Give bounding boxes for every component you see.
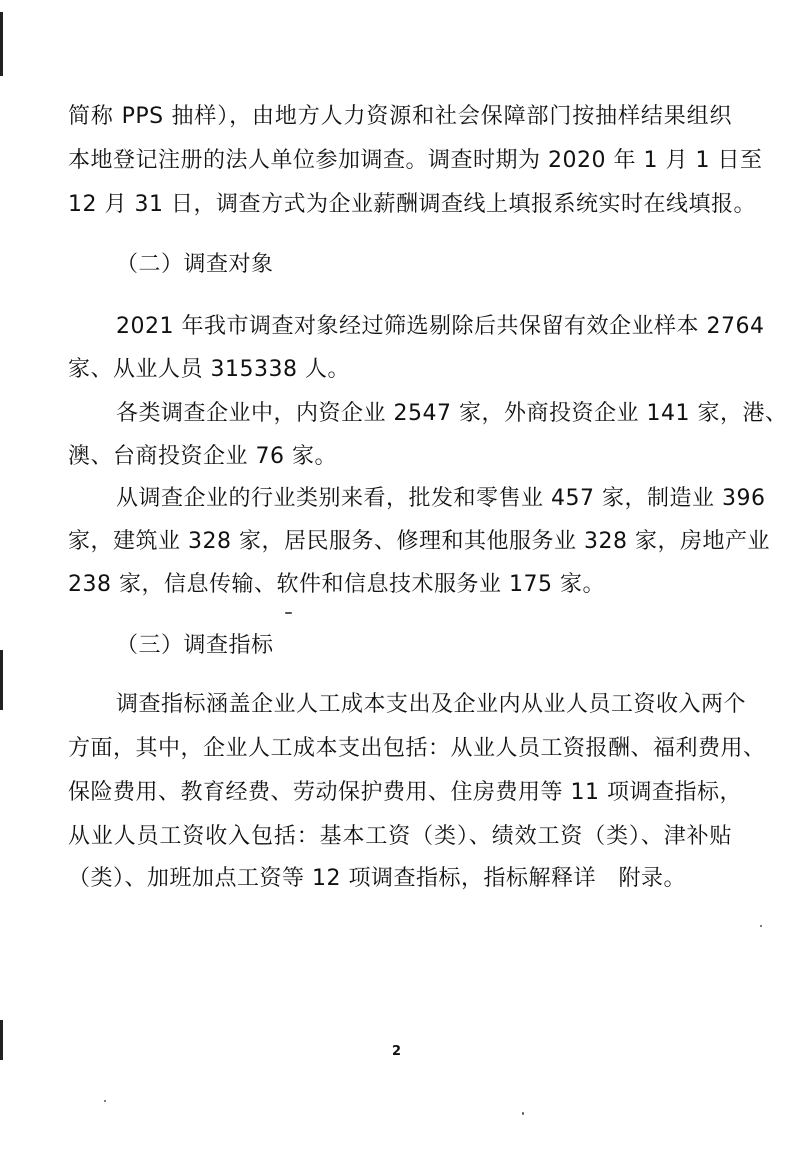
paragraph-line: 简称 PPS 抽样），由地方人力资源和社会保障部门按抽样结果组织 bbox=[68, 104, 732, 129]
scan-edge-mark bbox=[0, 650, 3, 710]
paragraph-line: 家，建筑业 328 家，居民服务、修理和其他服务业 328 家，房地产业 bbox=[68, 529, 770, 554]
page-number: 2 bbox=[392, 1044, 402, 1059]
paragraph-line: 调查指标涵盖企业人工成本支出及企业内从业人员工资收入两个 bbox=[116, 692, 747, 717]
paragraph-line: 本地登记注册的法人单位参加调查。调查时期为 2020 年 1 月 1 日至 bbox=[68, 148, 763, 173]
paragraph-line: 从调查企业的行业类别来看，批发和零售业 457 家，制造业 396 bbox=[116, 486, 766, 511]
paragraph-line: 家、从业人员 315338 人。 bbox=[68, 357, 350, 382]
section-heading-survey-objects: （二）调查对象 bbox=[116, 252, 274, 277]
scan-speck bbox=[285, 612, 292, 614]
paragraph-line: 238 家，信息传输、软件和信息技术服务业 175 家。 bbox=[68, 572, 605, 597]
scan-edge-mark bbox=[0, 12, 3, 76]
scan-speck bbox=[522, 1112, 524, 1115]
paragraph-line: 2021 年我市调查对象经过筛选剔除后共保留有效企业样本 2764 bbox=[116, 314, 765, 339]
paragraph-line: 方面，其中，企业人工成本支出包括：从业人员工资报酬、福利费用、 bbox=[68, 736, 766, 761]
section-heading-survey-indicators: （三）调查指标 bbox=[116, 633, 274, 658]
scan-speck bbox=[760, 925, 762, 927]
paragraph-line: 从业人员工资收入包括：基本工资（类）、绩效工资（类）、津补贴 bbox=[68, 824, 732, 849]
scan-speck bbox=[104, 1100, 106, 1102]
paragraph-line: 12 月 31 日，调查方式为企业薪酬调查线上填报系统实时在线填报。 bbox=[68, 192, 756, 217]
scan-edge-mark bbox=[0, 1020, 3, 1060]
paragraph-line: 各类调查企业中，内资企业 2547 家，外商投资企业 141 家，港、 bbox=[116, 401, 788, 426]
paragraph-line: 澳、台商投资企业 76 家。 bbox=[68, 444, 337, 469]
paragraph-line: 保险费用、教育经费、劳动保护费用、住房费用等 11 项调查指标， bbox=[68, 780, 742, 805]
paragraph-line: （类）、加班加点工资等 12 项调查指标，指标解释详 附录。 bbox=[68, 866, 686, 891]
